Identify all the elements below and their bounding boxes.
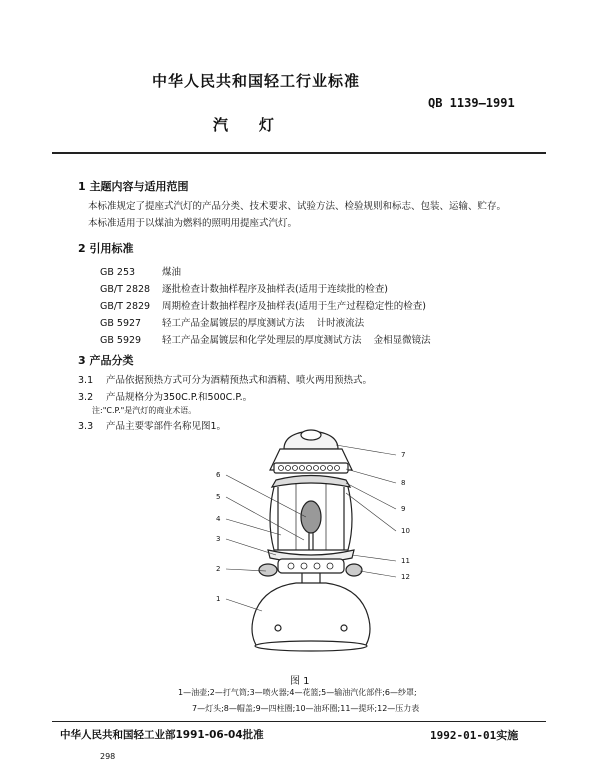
callout-3: 3 [216, 535, 221, 543]
callout-9: 9 [401, 505, 406, 513]
callout-7: 7 [401, 451, 406, 459]
callout-2: 2 [216, 565, 221, 573]
reference-item [100, 315, 364, 329]
reference-item [100, 298, 426, 312]
section-2-heading: 2 引用标准 [78, 242, 134, 255]
clause-number: 3.1 [78, 375, 94, 386]
igniter [259, 564, 277, 576]
reference-item [100, 281, 388, 295]
footer-rule [52, 721, 546, 722]
section-3-heading: 3 产品分类 [78, 354, 134, 367]
note-text: 注:"C.P."是汽灯的商业术语。 [92, 406, 197, 415]
effective-date: 1992-01-01实施 [430, 729, 519, 742]
reference-title: 轻工产品金属镀层和化学处理层的厚度测试方法 金相显微镜法 [162, 335, 431, 346]
reference-title: 轻工产品金属镀层的厚度测试方法 计时液流法 [162, 318, 365, 329]
reference-item [100, 332, 431, 346]
clause-note [92, 405, 196, 416]
callout-6: 6 [216, 471, 221, 479]
document-title: 汽 灯 [213, 116, 276, 134]
reference-code: GB/T 2829 [100, 301, 151, 312]
header-rule [52, 152, 546, 154]
clause-number: 3.2 [78, 392, 94, 403]
upper-ring [272, 476, 350, 488]
reference-title: 周期检查计数抽样程序及抽样表(适用于生产过程稳定性的检查) [162, 301, 426, 312]
clause-text: 产品主要零部件名称见图1。 [106, 421, 227, 432]
leader-line [226, 599, 262, 611]
lamp-cap-vent [301, 430, 321, 440]
leader-line [346, 493, 396, 531]
leader-line [226, 539, 276, 555]
leader-line [336, 445, 396, 455]
issuer-title: 中华人民共和国轻工行业标准 [152, 72, 361, 90]
approval-line: 中华人民共和国轻工业部1991-06-04批准 [60, 729, 264, 741]
section-1-heading: 1 主题内容与适用范围 [78, 180, 189, 193]
leader-line [226, 519, 281, 535]
page-number: 298 [100, 752, 116, 761]
callout-10: 10 [401, 527, 410, 535]
reference-code: GB 5929 [100, 335, 142, 346]
mantle [301, 501, 321, 533]
reference-item [100, 264, 181, 278]
section-1-line: 本标准规定了提座式汽灯的产品分类、技术要求、试验方法、检验规则和标志、包装、运输、贮存。 [88, 201, 507, 212]
fuel-tank [252, 583, 370, 645]
reference-title: 煤油 [162, 267, 182, 278]
standard-number: QB 1139—1991 [428, 96, 515, 110]
reference-title: 逐批检查计数抽样程序及抽样表(适用于连续批的检查) [162, 284, 388, 295]
tank-base [255, 641, 367, 651]
reference-code: GB 5927 [100, 318, 142, 329]
callout-12: 12 [401, 573, 410, 581]
clause-item [78, 389, 252, 403]
clause-number: 3.3 [78, 421, 94, 432]
figure-legend-line: 7—灯头;8—帽盖;9—四柱圈;10—油环圈;11—提环;12—压力表 [192, 704, 420, 713]
callout-1: 1 [216, 595, 221, 603]
clause-text: 产品规格分为350C.P.和500C.P.。 [106, 392, 253, 403]
clause-item [78, 372, 372, 386]
leader-line [346, 483, 396, 509]
figure-legend-line: 1—油壶;2—打气筒;3—喷火器;4—花篮;5—输油汽化部件;6—纱罩; [178, 688, 417, 697]
callout-8: 8 [401, 479, 406, 487]
clause-text: 产品依据预热方式可分为酒精预热式和酒精、喷火两用预热式。 [106, 375, 373, 386]
callout-4: 4 [216, 515, 221, 523]
callout-11: 11 [401, 557, 410, 565]
pressure-gauge [346, 564, 362, 576]
leader-line [226, 497, 304, 540]
reference-code: GB/T 2828 [100, 284, 151, 295]
lantern-figure [196, 425, 426, 665]
callout-5: 5 [216, 493, 221, 501]
figure-caption: 图 1 [290, 676, 310, 687]
reference-code: GB 253 [100, 267, 136, 278]
mantle-tube [309, 533, 313, 550]
leader-line [352, 555, 396, 561]
leader-line [360, 571, 396, 577]
leader-line [346, 469, 396, 483]
section-1-line: 本标准适用于以煤油为燃料的照明用提座式汽灯。 [88, 218, 298, 229]
